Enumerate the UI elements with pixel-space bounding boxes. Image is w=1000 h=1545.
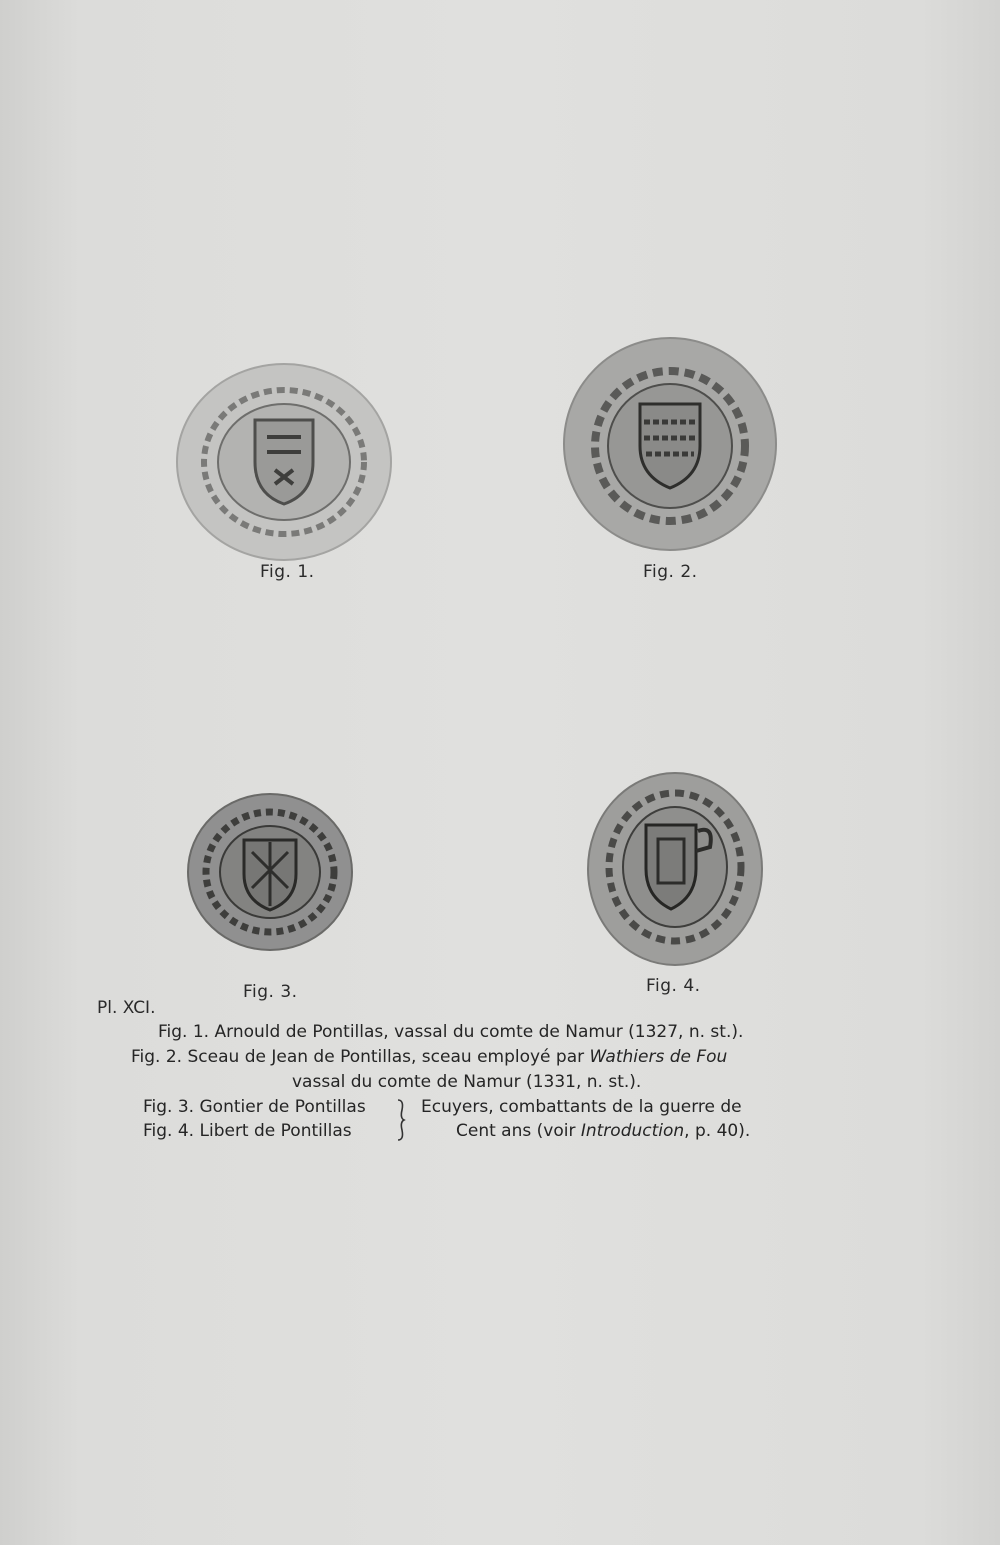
caption-fig-1-text: Arnould de Pontillas, vassal du comte de Namur (1327, n. st.). [214,1022,744,1042]
figure-2-label: Fig. 2. [643,562,698,582]
seal-figure-2 [562,336,778,552]
caption-fig-4 [143,1121,352,1141]
caption-fig-3 [143,1097,366,1117]
caption-fig-2-number: Fig. 2. [131,1047,183,1067]
caption-fig-1 [158,1022,743,1042]
caption-fig-2-continuation: vassal du comte de Namur (1331, n. st.). [292,1072,642,1092]
figure-3-label: Fig. 3. [243,982,298,1002]
caption-brace [394,1098,408,1147]
caption-fig-2 [131,1047,727,1067]
caption-shared-line-2b: , p. 40). [684,1121,751,1141]
caption-fig-3-name: Gontier de Pontillas [199,1097,366,1117]
seal-figure-1 [175,362,393,562]
caption-shared-line-1: Ecuyers, combattants de la guerre de [421,1097,742,1117]
seal-figure-4 [586,771,764,967]
plate-label: Pl. XCI. [97,998,156,1018]
caption-fig-1-number: Fig. 1. [158,1022,210,1042]
caption-shared-line-2 [456,1121,750,1141]
caption-shared-italic-introduction: Introduction [580,1121,685,1141]
caption-fig-4-name: Libert de Pontillas [199,1121,352,1141]
caption-fig-2-text: Sceau de Jean de Pontillas, sceau employé par [187,1047,590,1067]
figure-1-label: Fig. 1. [260,562,315,582]
caption-fig-3-number: Fig. 3. [143,1097,195,1117]
seal-figure-3 [186,792,354,952]
caption-fig-4-number: Fig. 4. [143,1121,195,1141]
caption-shared-line-2a: Cent ans (voir [456,1121,581,1141]
caption-fig-2-italic-name: Wathiers de Fou [589,1047,728,1067]
figure-4-label: Fig. 4. [646,976,701,996]
